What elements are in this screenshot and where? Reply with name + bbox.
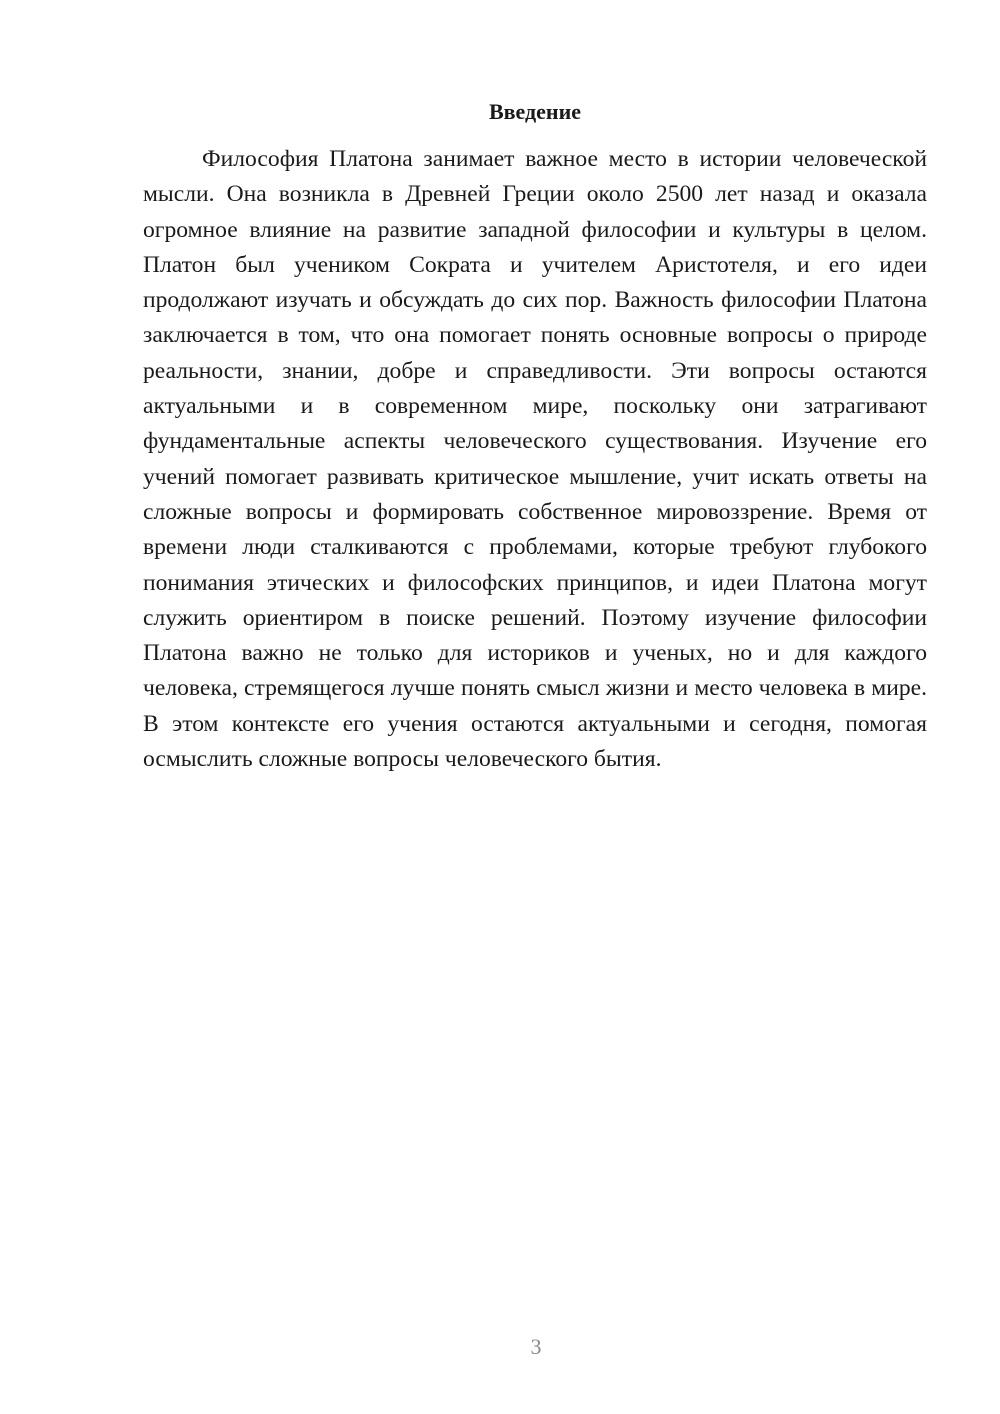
section-title: Введение [488, 99, 582, 124]
page-number: 3 [530, 1334, 542, 1359]
intro-paragraph: Философия Платона занимает важное место в истории человеческой мысли. Она возникла в Древней Греции около 2500 лет назад и оказала огромное влияние на развитие западной философии и культуры в целом. Платон был учеником Сократа и учителем Аристотеля, и его идеи продолжают изучать и обсуждать до сих пор. Важность философии Платона заключается в том, что она помогает понять основные вопросы о природе реальности, знании, добре и справедливости. Эти вопросы остаются актуальными и в современном мире, поскольку они затрагивают фундаментальные аспекты человеческого существования. Изучение его учений помогает развивать критическое мышление, учит искать ответы на сложные вопросы и формировать собственное мировоззрение. Время от времени люди сталкиваются с проблемами, которые требуют глубокого понимания этических и философских принципов, и идеи Платона могут служить ориентиром в поиске решений. Поэтому изучение философии Платона важно не только для историков и ученых, но и для каждого человека, стремящегося лучше понять смысл жизни и место человека в мире. В этом контексте его учения остаются актуальными и сегодня, помогая осмыслить сложные вопросы человеческого бытия. [143, 146, 927, 773]
